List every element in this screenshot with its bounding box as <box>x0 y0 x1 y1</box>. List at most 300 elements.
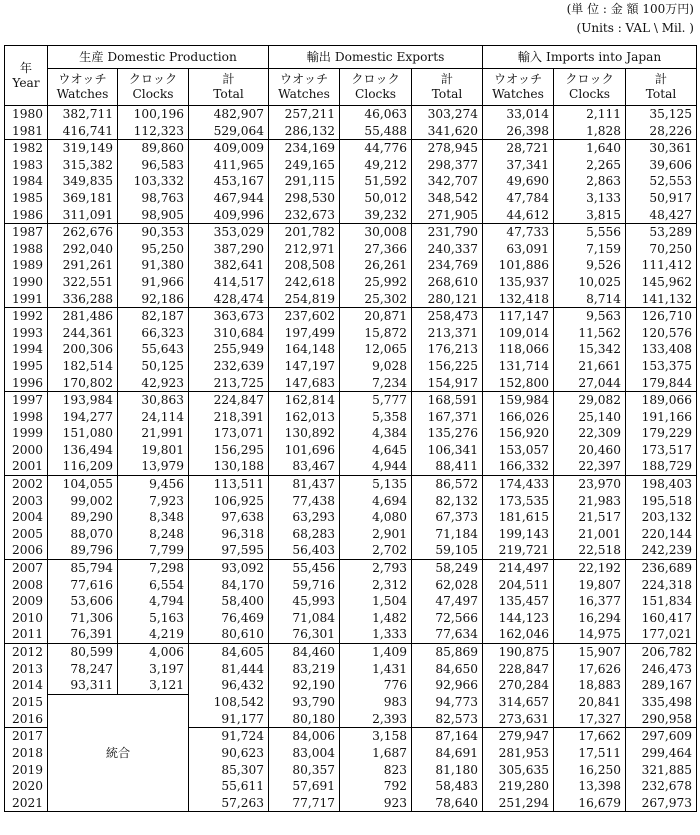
value-cell: 111,412 <box>626 257 697 274</box>
value-cell: 106,925 <box>189 493 269 510</box>
value-cell: 453,167 <box>189 173 269 190</box>
value-cell: 53,606 <box>48 593 118 610</box>
value-cell: 170,802 <box>48 375 118 392</box>
value-cell: 71,084 <box>269 610 340 627</box>
subheader-clocks: クロック Clocks <box>118 69 189 106</box>
value-cell: 83,219 <box>269 661 340 678</box>
value-cell: 30,361 <box>626 140 697 157</box>
value-cell: 3,197 <box>118 661 189 678</box>
value-cell: 162,013 <box>269 409 340 426</box>
value-cell: 321,885 <box>626 762 697 779</box>
value-cell: 28,721 <box>483 140 554 157</box>
value-cell: 342,707 <box>412 173 483 190</box>
table-row <box>5 425 697 442</box>
value-cell: 57,263 <box>189 795 269 812</box>
value-cell: 48,427 <box>626 207 697 224</box>
value-cell: 2,901 <box>340 526 412 543</box>
value-cell: 234,169 <box>269 140 340 157</box>
value-cell: 204,511 <box>483 577 554 594</box>
value-cell: 369,181 <box>48 190 118 207</box>
value-cell: 152,800 <box>483 375 554 392</box>
value-cell: 467,944 <box>189 190 269 207</box>
value-cell: 99,002 <box>48 493 118 510</box>
value-cell: 120,576 <box>626 325 697 342</box>
table-row <box>5 493 697 510</box>
value-cell: 154,917 <box>412 375 483 392</box>
value-cell: 8,348 <box>118 509 189 526</box>
value-cell: 1,431 <box>340 661 412 678</box>
year-cell: 1986 <box>5 207 48 224</box>
value-cell: 100,196 <box>118 106 189 123</box>
table-row <box>5 409 697 426</box>
value-cell: 297,609 <box>626 728 697 745</box>
year-cell: 1985 <box>5 190 48 207</box>
value-cell: 21,983 <box>554 493 626 510</box>
value-cell: 96,432 <box>189 677 269 694</box>
value-cell: 47,733 <box>483 224 554 241</box>
value-cell: 16,294 <box>554 610 626 627</box>
value-cell: 15,907 <box>554 644 626 661</box>
value-cell: 39,232 <box>340 207 412 224</box>
value-cell: 50,917 <box>626 190 697 207</box>
value-cell: 135,937 <box>483 274 554 291</box>
value-cell: 77,616 <box>48 577 118 594</box>
value-cell: 200,306 <box>48 341 118 358</box>
value-cell: 195,518 <box>626 493 697 510</box>
value-cell: 198,403 <box>626 476 697 493</box>
value-cell: 292,040 <box>48 241 118 258</box>
year-cell: 2002 <box>5 476 48 493</box>
value-cell: 118,066 <box>483 341 554 358</box>
value-cell: 197,499 <box>269 325 340 342</box>
value-cell: 246,473 <box>626 661 697 678</box>
table-row <box>5 476 697 493</box>
value-cell: 30,008 <box>340 224 412 241</box>
value-cell: 1,482 <box>340 610 412 627</box>
value-cell: 93,311 <box>48 677 118 694</box>
value-cell: 156,225 <box>412 358 483 375</box>
year-cell: 1995 <box>5 358 48 375</box>
value-cell: 2,702 <box>340 542 412 559</box>
group-header-imports: 輸入 Imports into Japan <box>483 46 697 69</box>
value-cell: 87,164 <box>412 728 483 745</box>
value-cell: 91,966 <box>118 274 189 291</box>
value-cell: 213,725 <box>189 375 269 392</box>
units-note <box>567 0 694 38</box>
table-row <box>5 173 697 190</box>
year-cell: 1989 <box>5 257 48 274</box>
value-cell: 59,716 <box>269 577 340 594</box>
value-cell: 50,012 <box>340 190 412 207</box>
subheader-clocks: クロック Clocks <box>554 69 626 106</box>
table-row <box>5 626 697 643</box>
year-cell: 2003 <box>5 493 48 510</box>
value-cell: 16,679 <box>554 795 626 812</box>
value-cell: 289,167 <box>626 677 697 694</box>
value-cell: 299,464 <box>626 745 697 762</box>
value-cell: 62,028 <box>412 577 483 594</box>
value-cell: 44,776 <box>340 140 412 157</box>
value-cell: 98,905 <box>118 207 189 224</box>
value-cell: 89,290 <box>48 509 118 526</box>
value-cell: 382,711 <box>48 106 118 123</box>
value-cell: 45,993 <box>269 593 340 610</box>
table-row <box>5 207 697 224</box>
value-cell: 9,028 <box>340 358 412 375</box>
table-row <box>5 140 697 157</box>
table-row <box>5 358 697 375</box>
value-cell: 191,166 <box>626 409 697 426</box>
value-cell: 78,247 <box>48 661 118 678</box>
value-cell: 17,626 <box>554 661 626 678</box>
value-cell: 91,724 <box>189 728 269 745</box>
value-cell: 6,554 <box>118 577 189 594</box>
year-cell: 1993 <box>5 325 48 342</box>
value-cell: 108,542 <box>189 694 269 711</box>
value-cell: 57,691 <box>269 778 340 795</box>
value-cell: 81,180 <box>412 762 483 779</box>
year-cell: 2017 <box>5 728 48 745</box>
value-cell: 177,021 <box>626 626 697 643</box>
value-cell: 336,288 <box>48 291 118 308</box>
table-row <box>5 661 697 678</box>
value-cell: 51,592 <box>340 173 412 190</box>
value-cell: 823 <box>340 762 412 779</box>
year-header: 年 Year <box>5 46 48 106</box>
value-cell: 411,965 <box>189 157 269 174</box>
value-cell: 1,828 <box>554 123 626 140</box>
value-cell: 89,796 <box>48 542 118 559</box>
value-cell: 923 <box>340 795 412 812</box>
value-cell: 28,226 <box>626 123 697 140</box>
subheader-clocks: クロック Clocks <box>340 69 412 106</box>
value-cell: 29,082 <box>554 392 626 409</box>
year-cell: 2009 <box>5 593 48 610</box>
year-cell: 1992 <box>5 308 48 325</box>
value-cell: 55,643 <box>118 341 189 358</box>
group-header-production: 生産 Domestic Production <box>48 46 269 69</box>
value-cell: 9,526 <box>554 257 626 274</box>
value-cell: 84,170 <box>189 577 269 594</box>
year-cell: 1997 <box>5 392 48 409</box>
value-cell: 19,807 <box>554 577 626 594</box>
value-cell: 85,307 <box>189 762 269 779</box>
value-cell: 58,249 <box>412 560 483 577</box>
value-cell: 3,121 <box>118 677 189 694</box>
value-cell: 232,673 <box>269 207 340 224</box>
value-cell: 11,562 <box>554 325 626 342</box>
value-cell: 22,192 <box>554 560 626 577</box>
value-cell: 91,177 <box>189 711 269 728</box>
value-cell: 101,696 <box>269 442 340 459</box>
value-cell: 96,583 <box>118 157 189 174</box>
value-cell: 76,301 <box>269 626 340 643</box>
value-cell: 21,001 <box>554 526 626 543</box>
value-cell: 173,071 <box>189 425 269 442</box>
value-cell: 55,488 <box>340 123 412 140</box>
value-cell: 42,923 <box>118 375 189 392</box>
value-cell: 4,694 <box>340 493 412 510</box>
value-cell: 71,184 <box>412 526 483 543</box>
table-row <box>5 560 697 577</box>
value-cell: 190,875 <box>483 644 554 661</box>
value-cell: 363,673 <box>189 308 269 325</box>
value-cell: 84,691 <box>412 745 483 762</box>
value-cell: 4,219 <box>118 626 189 643</box>
value-cell: 147,683 <box>269 375 340 392</box>
value-cell: 267,973 <box>626 795 697 812</box>
year-cell: 2008 <box>5 577 48 594</box>
value-cell: 94,773 <box>412 694 483 711</box>
value-cell: 310,684 <box>189 325 269 342</box>
value-cell: 3,158 <box>340 728 412 745</box>
value-cell: 213,371 <box>412 325 483 342</box>
value-cell: 68,283 <box>269 526 340 543</box>
table-row <box>5 325 697 342</box>
value-cell: 208,508 <box>269 257 340 274</box>
value-cell: 242,618 <box>269 274 340 291</box>
value-cell: 189,066 <box>626 392 697 409</box>
year-cell: 2004 <box>5 509 48 526</box>
value-cell: 305,635 <box>483 762 554 779</box>
value-cell: 147,197 <box>269 358 340 375</box>
value-cell: 262,676 <box>48 224 118 241</box>
value-cell: 5,556 <box>554 224 626 241</box>
value-cell: 4,384 <box>340 425 412 442</box>
value-cell: 144,123 <box>483 610 554 627</box>
value-cell: 27,044 <box>554 375 626 392</box>
value-cell: 15,872 <box>340 325 412 342</box>
value-cell: 112,323 <box>118 123 189 140</box>
value-cell: 7,298 <box>118 560 189 577</box>
value-cell: 231,790 <box>412 224 483 241</box>
value-cell: 25,992 <box>340 274 412 291</box>
value-cell: 20,841 <box>554 694 626 711</box>
year-cell: 2011 <box>5 626 48 643</box>
value-cell: 113,511 <box>189 476 269 493</box>
value-cell: 160,417 <box>626 610 697 627</box>
value-cell: 14,975 <box>554 626 626 643</box>
value-cell: 237,602 <box>269 308 340 325</box>
year-cell: 2001 <box>5 458 48 475</box>
subheader-watches: ウオッチ Watches <box>48 69 118 106</box>
value-cell: 193,984 <box>48 392 118 409</box>
year-cell: 2014 <box>5 677 48 694</box>
value-cell: 382,641 <box>189 257 269 274</box>
value-cell: 81,444 <box>189 661 269 678</box>
table-row <box>5 526 697 543</box>
value-cell: 270,284 <box>483 677 554 694</box>
value-cell: 56,403 <box>269 542 340 559</box>
value-cell: 5,163 <box>118 610 189 627</box>
table-row <box>5 274 697 291</box>
subheader-total: 計 Total <box>626 69 697 106</box>
value-cell: 25,140 <box>554 409 626 426</box>
value-cell: 2,863 <box>554 173 626 190</box>
value-cell: 18,883 <box>554 677 626 694</box>
value-cell: 3,815 <box>554 207 626 224</box>
value-cell: 249,165 <box>269 157 340 174</box>
value-cell: 104,055 <box>48 476 118 493</box>
value-cell: 82,132 <box>412 493 483 510</box>
value-cell: 214,497 <box>483 560 554 577</box>
value-cell: 234,769 <box>412 257 483 274</box>
value-cell: 76,391 <box>48 626 118 643</box>
value-cell: 529,064 <box>189 123 269 140</box>
table-row <box>5 542 697 559</box>
value-cell: 255,949 <box>189 341 269 358</box>
value-cell: 145,962 <box>626 274 697 291</box>
value-cell: 22,518 <box>554 542 626 559</box>
value-cell: 16,377 <box>554 593 626 610</box>
value-cell: 55,456 <box>269 560 340 577</box>
value-cell: 156,295 <box>189 442 269 459</box>
value-cell: 17,662 <box>554 728 626 745</box>
value-cell: 298,377 <box>412 157 483 174</box>
value-cell: 39,606 <box>626 157 697 174</box>
table-row <box>5 123 697 140</box>
value-cell: 12,065 <box>340 341 412 358</box>
table-row <box>5 644 697 661</box>
value-cell: 254,819 <box>269 291 340 308</box>
value-cell: 251,294 <box>483 795 554 812</box>
value-cell: 236,689 <box>626 560 697 577</box>
table-row <box>5 291 697 308</box>
value-cell: 5,135 <box>340 476 412 493</box>
value-cell: 291,115 <box>269 173 340 190</box>
year-cell: 1999 <box>5 425 48 442</box>
value-cell: 314,657 <box>483 694 554 711</box>
value-cell: 8,714 <box>554 291 626 308</box>
value-cell: 4,080 <box>340 509 412 526</box>
value-cell: 219,280 <box>483 778 554 795</box>
value-cell: 159,984 <box>483 392 554 409</box>
table-row <box>5 308 697 325</box>
value-cell: 353,029 <box>189 224 269 241</box>
value-cell: 96,318 <box>189 526 269 543</box>
value-cell: 179,229 <box>626 425 697 442</box>
value-cell: 9,456 <box>118 476 189 493</box>
table-row <box>5 375 697 392</box>
value-cell: 290,958 <box>626 711 697 728</box>
value-cell: 71,306 <box>48 610 118 627</box>
subheader-total: 計 Total <box>189 69 269 106</box>
value-cell: 81,437 <box>269 476 340 493</box>
value-cell: 84,650 <box>412 661 483 678</box>
value-cell: 53,289 <box>626 224 697 241</box>
value-cell: 92,190 <box>269 677 340 694</box>
value-cell: 21,991 <box>118 425 189 442</box>
value-cell: 13,979 <box>118 458 189 475</box>
value-cell: 5,358 <box>340 409 412 426</box>
value-cell: 5,777 <box>340 392 412 409</box>
year-cell: 1994 <box>5 341 48 358</box>
value-cell: 88,070 <box>48 526 118 543</box>
value-cell: 17,327 <box>554 711 626 728</box>
value-cell: 92,186 <box>118 291 189 308</box>
value-cell: 2,265 <box>554 157 626 174</box>
value-cell: 7,923 <box>118 493 189 510</box>
value-cell: 1,333 <box>340 626 412 643</box>
value-cell: 10,025 <box>554 274 626 291</box>
value-cell: 27,366 <box>340 241 412 258</box>
value-cell: 176,213 <box>412 341 483 358</box>
value-cell: 84,006 <box>269 728 340 745</box>
value-cell: 219,721 <box>483 542 554 559</box>
value-cell: 151,834 <box>626 593 697 610</box>
value-cell: 13,398 <box>554 778 626 795</box>
value-cell: 20,460 <box>554 442 626 459</box>
value-cell: 409,996 <box>189 207 269 224</box>
value-cell: 19,801 <box>118 442 189 459</box>
value-cell: 2,393 <box>340 711 412 728</box>
value-cell: 9,563 <box>554 308 626 325</box>
value-cell: 20,871 <box>340 308 412 325</box>
value-cell: 212,971 <box>269 241 340 258</box>
value-cell: 88,411 <box>412 458 483 475</box>
table-row <box>5 593 697 610</box>
value-cell: 16,250 <box>554 762 626 779</box>
value-cell: 44,612 <box>483 207 554 224</box>
year-cell: 2018 <box>5 745 48 762</box>
value-cell: 24,114 <box>118 409 189 426</box>
value-cell: 224,318 <box>626 577 697 594</box>
value-cell: 151,080 <box>48 425 118 442</box>
table-row <box>5 610 697 627</box>
value-cell: 92,966 <box>412 677 483 694</box>
year-cell: 1983 <box>5 157 48 174</box>
year-cell: 1987 <box>5 224 48 241</box>
value-cell: 218,391 <box>189 409 269 426</box>
value-cell: 201,782 <box>269 224 340 241</box>
table-row <box>5 106 697 123</box>
value-cell: 58,400 <box>189 593 269 610</box>
value-cell: 83,004 <box>269 745 340 762</box>
value-cell: 133,408 <box>626 341 697 358</box>
value-cell: 242,239 <box>626 542 697 559</box>
year-cell: 2021 <box>5 795 48 812</box>
value-cell: 84,460 <box>269 644 340 661</box>
value-cell: 228,847 <box>483 661 554 678</box>
table-row <box>5 509 697 526</box>
value-cell: 162,046 <box>483 626 554 643</box>
value-cell: 97,595 <box>189 542 269 559</box>
value-cell: 49,690 <box>483 173 554 190</box>
value-cell: 188,729 <box>626 458 697 475</box>
value-cell: 91,380 <box>118 257 189 274</box>
value-cell: 291,261 <box>48 257 118 274</box>
value-cell: 21,517 <box>554 509 626 526</box>
value-cell: 33,014 <box>483 106 554 123</box>
year-cell: 1981 <box>5 123 48 140</box>
value-cell: 135,276 <box>412 425 483 442</box>
value-cell: 23,970 <box>554 476 626 493</box>
value-cell: 106,341 <box>412 442 483 459</box>
value-cell: 8,248 <box>118 526 189 543</box>
value-cell: 194,277 <box>48 409 118 426</box>
value-cell: 109,014 <box>483 325 554 342</box>
value-cell: 131,714 <box>483 358 554 375</box>
value-cell: 26,398 <box>483 123 554 140</box>
subheader-watches: ウオッチ Watches <box>269 69 340 106</box>
table-row <box>5 190 697 207</box>
subheader-total: 計 Total <box>412 69 483 106</box>
value-cell: 117,147 <box>483 308 554 325</box>
value-cell: 322,551 <box>48 274 118 291</box>
merged-cell: 統合 <box>48 694 189 812</box>
year-cell: 1980 <box>5 106 48 123</box>
value-cell: 258,473 <box>412 308 483 325</box>
